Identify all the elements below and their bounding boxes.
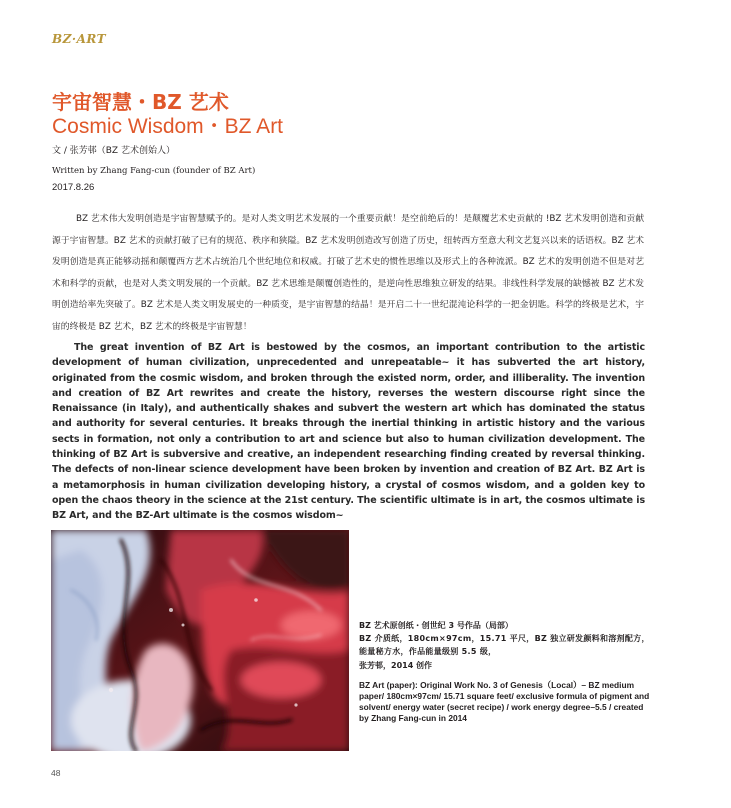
article-date: 2017.8.26 [52, 182, 95, 193]
page-number: 48 [51, 768, 61, 778]
caption-title-chinese: BZ 艺术原创纸・创世纪 3 号作品（局部） [359, 621, 513, 630]
article-title-english: Cosmic Wisdom・BZ Art [52, 115, 284, 138]
publication-logo: BZ·ART [52, 32, 107, 46]
caption-author-chinese: 张芳邨，2014 创作 [359, 661, 433, 670]
caption-details-chinese: BZ 介质纸，180cm×97cm，15.71 平尺，BZ 独立研发颜料和溶剂配方，能量秘方水，作品能量级别 5.5 级， [359, 634, 650, 656]
artwork-caption [359, 619, 651, 724]
author-byline-chinese: 文 / 张芳邨（BZ 艺术创始人） [52, 146, 175, 156]
artwork-image [51, 530, 349, 751]
caption-english: BZ Art (paper): Original Work No. 3 of Genesis（Local）– BZ medium paper/ 180cm×97cm/ 15.71 square feet/ exclusive formula of pigment and solvent/ energy water (secret recipe) / work energy degree–5.5 / created by Zhang Fang-cun in 2014 [359, 680, 650, 723]
article-title-chinese: 宇宙智慧・BZ 艺术 [52, 90, 229, 114]
author-byline-english: Written by Zhang Fang-cun (founder of BZ Art) [52, 166, 256, 176]
body-paragraph-chinese: BZ 艺术伟大发明创造是宇宙智慧赋予的。是对人类文明艺术发展的一个重要贡献！是空前绝后的！是颠覆艺术史贡献的 !BZ 艺术发明创造和贡献源于宇宙智慧。BZ 艺术的贡献打破了已有的规范、秩序和狭隘。BZ 艺术发明创造改写创造了历史，纽转西方至意大利文艺复兴以来的话语权。BZ 艺术发明创造是真正能够动摇和颠覆西方艺术占统治几个世纪地位和权威。打破了艺术史的惯性思维以及形式上的各种流派。BZ 艺术的发明创造不但是对艺术和科学的贡献，也是对人类文明发展的一个贡献。BZ 艺术思维是颠覆创造性的，是逆向性思维独立研发的结果。非线性科学发展的缺憾被 BZ 艺术发明创造给率先突破了。BZ 艺术是人类文明发展史的一种质变，是宇宙智慧的结晶！是开启二十一世纪混沌论科学的一把金钥匙。科学的终极是艺术，宇宙的终极是 BZ 艺术，BZ 艺术的终极是宇宙智慧！ [52, 214, 644, 332]
body-paragraph-english: The great invention of BZ Art is bestowed by the cosmos, an important contribution to the artistic development of human civilization, unprecedented and unrepeatable~ it has subverted the art history, originated from the cosmic wisdom, and broken through the existed norm, order, and illiberality. The invention and creation of BZ Art rewrites and create the history, reverses the western discourse right since the Renaissance (in Italy), and authentically shakes and subvert the western art which has dominated the status and authority for several centuries. It breaks through the inertial thinking in artistic history and the various sects in formation, not only a contribution to art and science but also to human civilization development. The thinking of BZ Art is subversive and creative, an independent researching finding created by reversal thinking. The defects of non-linear science development have been broken by invention and creation of BZ Art. BZ Art is a metamorphosis in human civilization developing history, a crystal of cosmos wisdom, and a golden key to open the chaos theory in the science at the 21st century. The scientific ultimate is in art, the cosmos ultimate is BZ Art, and the BZ-Art ultimate is the cosmos wisdom~ [52, 342, 645, 522]
